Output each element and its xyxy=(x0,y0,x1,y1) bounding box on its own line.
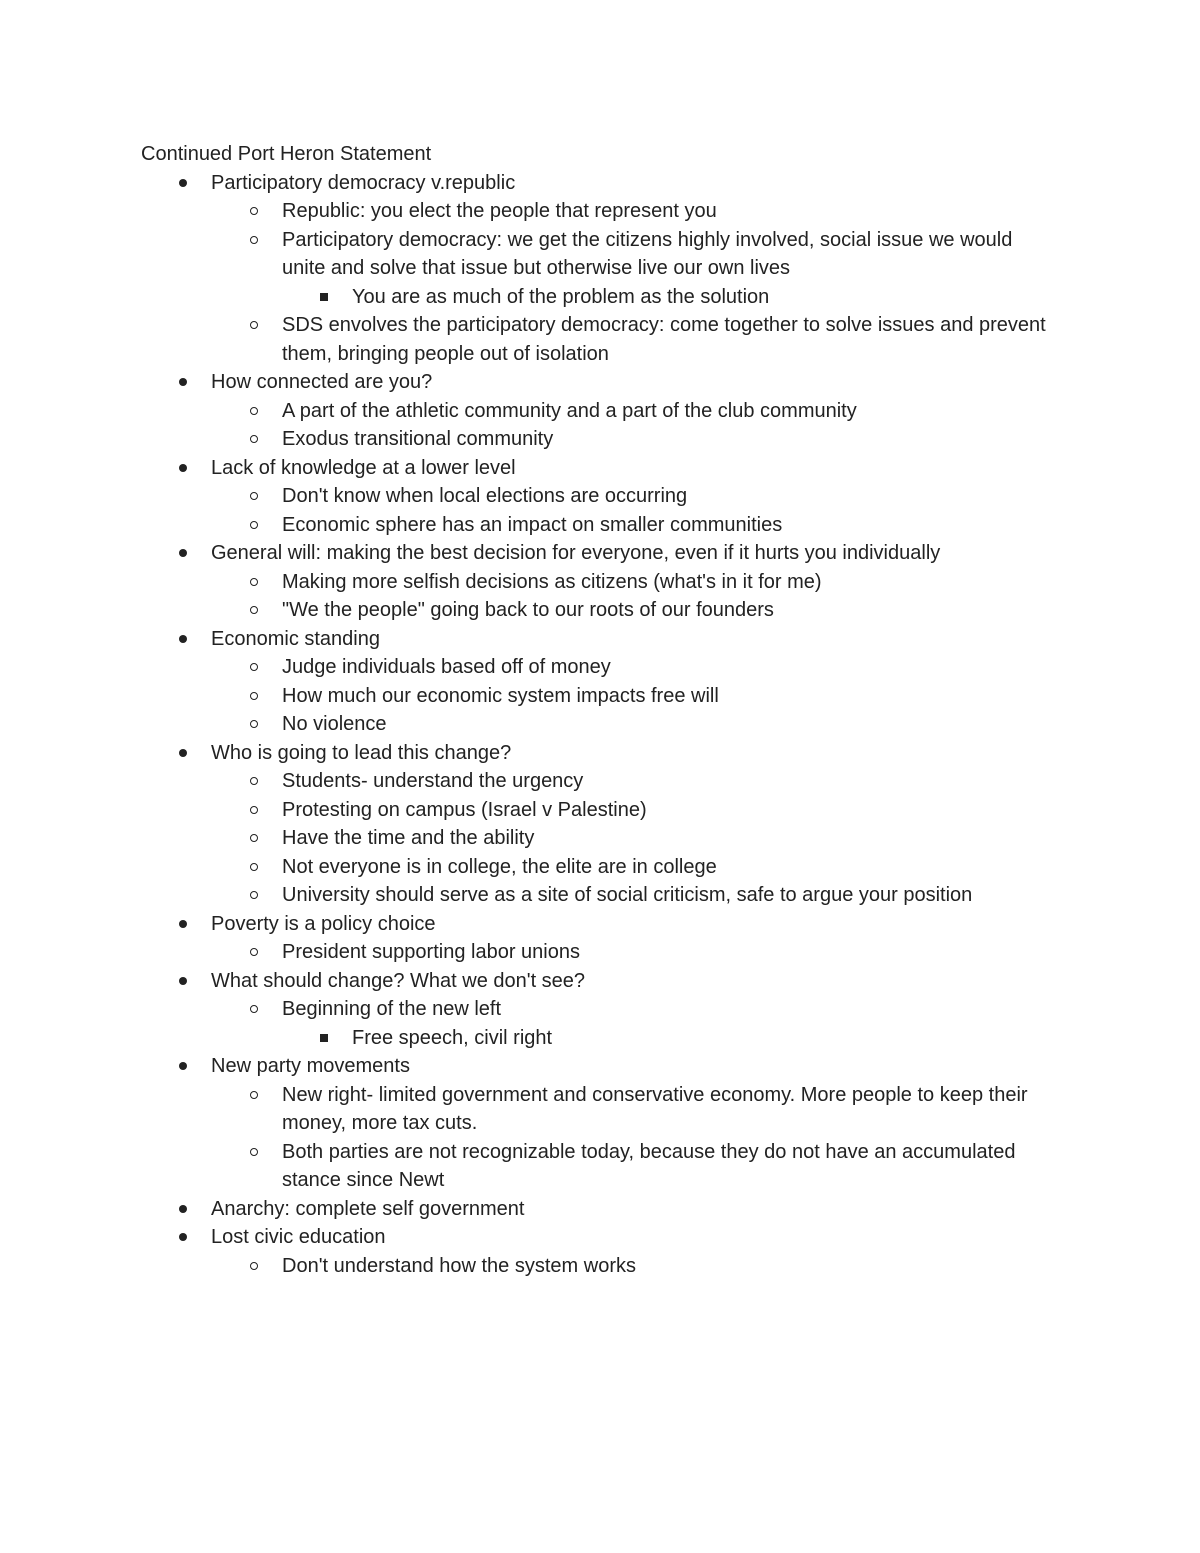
list-item-text: Beginning of the new left xyxy=(282,998,502,1020)
list-item-text: General will: making the best decision for everyone, even if it hurts you individually xyxy=(211,542,941,564)
list-item-level-2 xyxy=(141,226,1061,283)
hollow-circle-bullet-icon xyxy=(250,521,258,529)
list-item-level-2 xyxy=(141,938,1061,967)
filled-circle-bullet-icon xyxy=(179,378,187,386)
list-item-text: Don't understand how the system works xyxy=(282,1254,636,1277)
hollow-circle-bullet-icon xyxy=(250,435,258,443)
list-item-text: "We the people" going back to our roots of our founders xyxy=(282,599,774,621)
list-item-text: SDS envolves the participatory democracy: come together to solve issues and prevent them, bringing people out of isolation xyxy=(282,314,1046,365)
list-item-level-1 xyxy=(141,539,1061,568)
list-item-text: No violence xyxy=(282,713,387,735)
list-item-text: Republic: you elect the people that represent you xyxy=(282,200,717,222)
document-page xyxy=(141,140,1061,1280)
list-item-level-2 xyxy=(141,197,1061,226)
hollow-circle-bullet-icon xyxy=(250,692,258,700)
list-item-level-2 xyxy=(141,995,1061,1024)
list-item-text: Participatory democracy v.republic xyxy=(211,171,516,194)
hollow-circle-bullet-icon xyxy=(250,777,258,785)
list-item-text: Exodus transitional community xyxy=(282,428,554,450)
filled-circle-bullet-icon xyxy=(179,549,187,557)
list-item-text: Economic sphere has an impact on smaller communities xyxy=(282,513,783,536)
list-item-level-1 xyxy=(141,739,1061,768)
list-item-text: Participatory democracy: we get the citizens highly involved, social issue we would unite and solve that issue but otherwise live our own lives xyxy=(282,228,1013,279)
list-item-level-3 xyxy=(141,283,1061,312)
hollow-circle-bullet-icon xyxy=(250,806,258,814)
document-title: Continued Port Heron Statement xyxy=(141,143,432,165)
list-item-level-2 xyxy=(141,1252,1061,1281)
filled-circle-bullet-icon xyxy=(179,179,187,187)
filled-circle-bullet-icon xyxy=(179,464,187,472)
list-item-level-1 xyxy=(141,910,1061,939)
hollow-circle-bullet-icon xyxy=(250,1091,258,1099)
list-item-level-2 xyxy=(141,653,1061,682)
filled-circle-bullet-icon xyxy=(179,920,187,928)
list-item-text: Economic standing xyxy=(211,627,380,650)
list-item-level-2 xyxy=(141,311,1061,368)
filled-circle-bullet-icon xyxy=(179,749,187,757)
list-item-level-1 xyxy=(141,1223,1061,1252)
notes-list xyxy=(141,169,1061,1281)
list-item-text: New right- limited government and conservative economy. More people to keep their money, more tax cuts. xyxy=(282,1083,1028,1134)
hollow-circle-bullet-icon xyxy=(250,236,258,244)
list-item-level-2 xyxy=(141,853,1061,882)
hollow-circle-bullet-icon xyxy=(250,834,258,842)
list-item-level-1 xyxy=(141,625,1061,654)
list-item-level-2 xyxy=(141,767,1061,796)
hollow-circle-bullet-icon xyxy=(250,663,258,671)
hollow-circle-bullet-icon xyxy=(250,321,258,329)
list-item-text: University should serve as a site of social criticism, safe to argue your position xyxy=(282,884,973,906)
list-item-text: Who is going to lead this change? xyxy=(211,741,512,764)
list-item-level-2 xyxy=(141,881,1061,910)
hollow-circle-bullet-icon xyxy=(250,407,258,415)
hollow-circle-bullet-icon xyxy=(250,207,258,215)
list-item-level-2 xyxy=(141,482,1061,511)
list-item-text: Lost civic education xyxy=(211,1226,386,1248)
list-item-text: Protesting on campus (Israel v Palestine) xyxy=(282,798,647,821)
hollow-circle-bullet-icon xyxy=(250,863,258,871)
hollow-circle-bullet-icon xyxy=(250,891,258,899)
list-item-level-1 xyxy=(141,1052,1061,1081)
square-bullet-icon xyxy=(320,293,328,301)
filled-circle-bullet-icon xyxy=(179,977,187,985)
list-item-text: Making more selfish decisions as citizens (what's in it for me) xyxy=(282,570,822,593)
square-bullet-icon xyxy=(320,1034,328,1042)
list-item-text: Both parties are not recognizable today, because they do not have an accumulated stance since Newt xyxy=(282,1140,1016,1191)
list-item-text: Don't know when local elections are occurring xyxy=(282,485,688,507)
filled-circle-bullet-icon xyxy=(179,1062,187,1070)
list-item-text: Students- understand the urgency xyxy=(282,770,584,792)
hollow-circle-bullet-icon xyxy=(250,1005,258,1013)
hollow-circle-bullet-icon xyxy=(250,606,258,614)
list-item-level-2 xyxy=(141,568,1061,597)
list-item-text: Judge individuals based off of money xyxy=(282,656,611,678)
filled-circle-bullet-icon xyxy=(179,1205,187,1213)
list-item-text: Not everyone is in college, the elite are in college xyxy=(282,855,717,878)
list-item-text: New party movements xyxy=(211,1055,410,1077)
list-item-level-2 xyxy=(141,682,1061,711)
list-item-text: A part of the athletic community and a part of the club community xyxy=(282,399,857,422)
list-item-level-1 xyxy=(141,169,1061,198)
list-item-text: Poverty is a policy choice xyxy=(211,912,436,935)
list-item-level-2 xyxy=(141,796,1061,825)
list-item-text: How much our economic system impacts free will xyxy=(282,684,719,707)
list-item-level-2 xyxy=(141,511,1061,540)
list-item-level-1 xyxy=(141,967,1061,996)
list-item-level-3 xyxy=(141,1024,1061,1053)
list-item-level-2 xyxy=(141,1081,1061,1138)
hollow-circle-bullet-icon xyxy=(250,948,258,956)
hollow-circle-bullet-icon xyxy=(250,492,258,500)
list-item-level-2 xyxy=(141,425,1061,454)
list-item-text: You are as much of the problem as the solution xyxy=(352,285,770,308)
list-item-text: Have the time and the ability xyxy=(282,827,535,849)
list-item-level-1 xyxy=(141,454,1061,483)
list-item-level-1 xyxy=(141,1195,1061,1224)
filled-circle-bullet-icon xyxy=(179,635,187,643)
list-item-text: How connected are you? xyxy=(211,371,433,393)
list-item-text: Anarchy: complete self government xyxy=(211,1197,525,1220)
list-item-level-2 xyxy=(141,1138,1061,1195)
list-item-text: What should change? What we don't see? xyxy=(211,969,586,992)
hollow-circle-bullet-icon xyxy=(250,720,258,728)
list-item-text: Free speech, civil right xyxy=(352,1026,553,1049)
list-item-level-2 xyxy=(141,710,1061,739)
filled-circle-bullet-icon xyxy=(179,1233,187,1241)
list-item-level-1 xyxy=(141,368,1061,397)
list-item-level-2 xyxy=(141,824,1061,853)
hollow-circle-bullet-icon xyxy=(250,1148,258,1156)
hollow-circle-bullet-icon xyxy=(250,1262,258,1270)
list-item-level-2 xyxy=(141,596,1061,625)
list-item-text: President supporting labor unions xyxy=(282,941,580,963)
hollow-circle-bullet-icon xyxy=(250,578,258,586)
list-item-text: Lack of knowledge at a lower level xyxy=(211,456,516,479)
list-item-level-2 xyxy=(141,397,1061,426)
